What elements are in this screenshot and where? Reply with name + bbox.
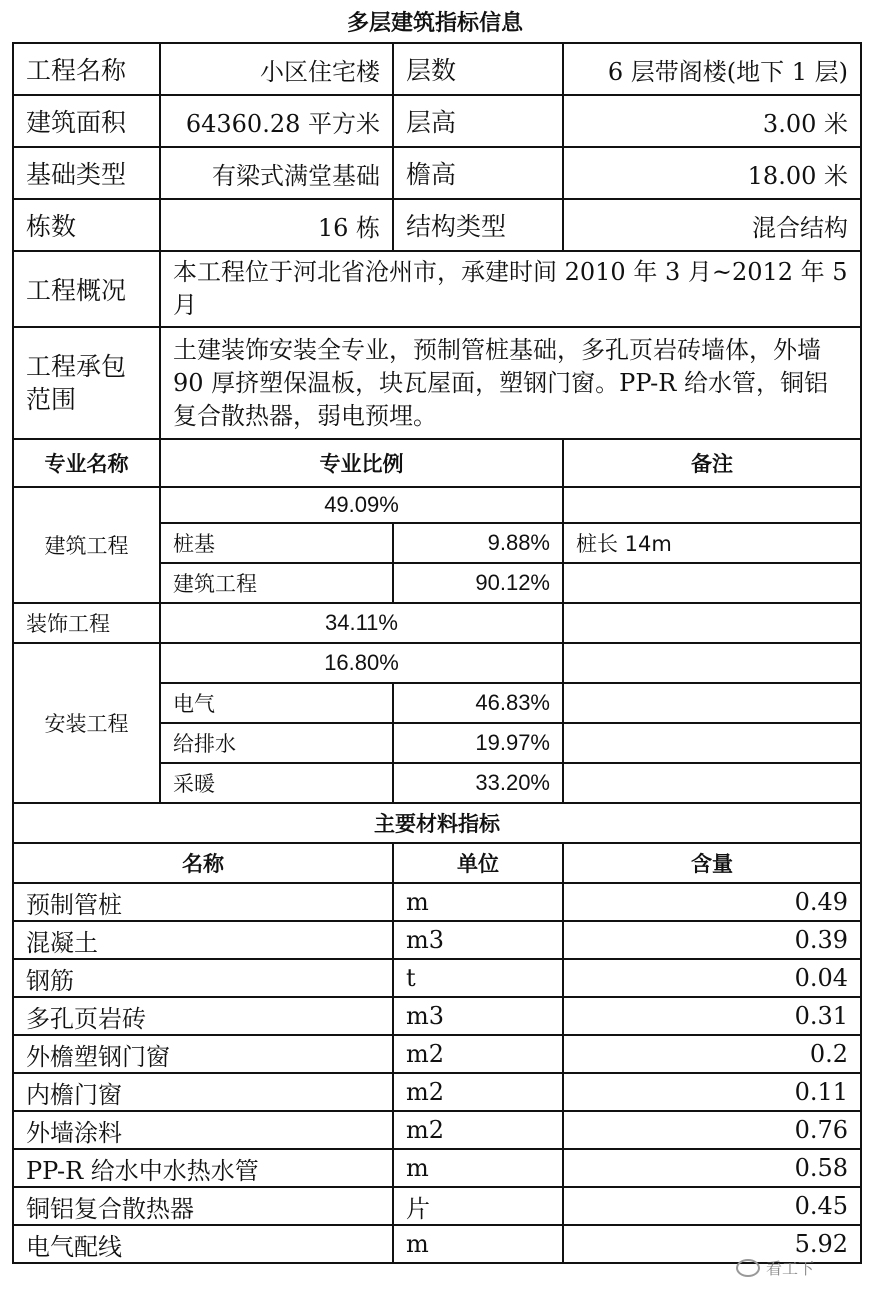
row-building-total <box>13 487 861 523</box>
materials-section-title: 主要材料指标 <box>13 803 861 843</box>
value-project-name: 小区住宅楼 <box>160 43 393 95</box>
material-unit: m3 <box>393 997 563 1035</box>
value-heating: 33.20% <box>393 763 563 803</box>
label-floors: 层数 <box>393 43 563 95</box>
material-qty: 0.45 <box>563 1187 861 1225</box>
table-row <box>13 921 861 959</box>
material-name: 内檐门窗 <box>13 1073 393 1111</box>
row-project-name <box>13 43 861 95</box>
value-overview: 本工程位于河北省沧州市，承建时间 2010 年 3 月~2012 年 5 月 <box>160 251 861 327</box>
header-material-qty: 含量 <box>563 843 861 883</box>
value-decoration: 34.11% <box>160 603 563 643</box>
label-pile: 桩基 <box>160 523 393 563</box>
material-unit: 片 <box>393 1187 563 1225</box>
label-heating: 采暖 <box>160 763 393 803</box>
material-name: 外墙涂料 <box>13 1111 393 1149</box>
value-area: 64360.28 平方米 <box>160 95 393 147</box>
label-area: 建筑面积 <box>13 95 160 147</box>
material-qty: 0.58 <box>563 1149 861 1187</box>
watermark-text: 看工下 <box>766 1259 815 1278</box>
value-building-total: 49.09% <box>160 487 563 523</box>
table-row <box>13 997 861 1035</box>
table-row <box>13 1187 861 1225</box>
material-name: 多孔页岩砖 <box>13 997 393 1035</box>
material-name: 电气配线 <box>13 1225 393 1263</box>
material-name: 钢筋 <box>13 959 393 997</box>
table-row <box>13 1111 861 1149</box>
note-building-sub <box>563 563 861 603</box>
table-row <box>13 1225 861 1263</box>
material-qty: 0.49 <box>563 883 861 921</box>
table-row <box>13 959 861 997</box>
row-buildings <box>13 199 861 251</box>
material-unit: m <box>393 1149 563 1187</box>
label-electric: 电气 <box>160 683 393 723</box>
label-install: 安装工程 <box>13 643 160 803</box>
value-building-sub: 90.12% <box>393 563 563 603</box>
value-floors: 6 层带阁楼(地下 1 层) <box>563 43 861 95</box>
material-name: 混凝土 <box>13 921 393 959</box>
note-electric <box>563 683 861 723</box>
label-foundation: 基础类型 <box>13 147 160 199</box>
value-plumbing: 19.97% <box>393 723 563 763</box>
material-name: 外檐塑钢门窗 <box>13 1035 393 1073</box>
value-scope: 土建装饰安装全专业，预制管桩基础，多孔页岩砖墙体，外墙 90 厚挤塑保温板，块瓦屋面，塑钢门窗。PP-R 给水管，铜铝复合散热器，弱电预埋。 <box>160 327 861 439</box>
value-buildings: 16 栋 <box>160 199 393 251</box>
label-floor-height: 层高 <box>393 95 563 147</box>
material-unit: m <box>393 883 563 921</box>
material-unit: m2 <box>393 1111 563 1149</box>
value-structure: 混合结构 <box>563 199 861 251</box>
header-material-name: 名称 <box>13 843 393 883</box>
row-area <box>13 95 861 147</box>
specialty-header-row <box>13 439 861 487</box>
value-eave-height: 18.00 米 <box>563 147 861 199</box>
label-building: 建筑工程 <box>13 487 160 603</box>
header-specialty-ratio: 专业比例 <box>160 439 563 487</box>
watermark <box>736 1256 814 1279</box>
label-decoration: 装饰工程 <box>13 603 160 643</box>
label-building-sub: 建筑工程 <box>160 563 393 603</box>
label-overview: 工程概况 <box>13 251 160 327</box>
value-electric: 46.83% <box>393 683 563 723</box>
material-name: PP-R 给水中水热水管 <box>13 1149 393 1187</box>
table-row <box>13 1149 861 1187</box>
row-overview <box>13 251 861 327</box>
table-row <box>13 1073 861 1111</box>
note-install-total <box>563 643 861 683</box>
header-specialty-note: 备注 <box>563 439 861 487</box>
material-qty: 0.11 <box>563 1073 861 1111</box>
note-decoration <box>563 603 861 643</box>
material-qty: 0.2 <box>563 1035 861 1073</box>
wechat-icon <box>736 1259 760 1277</box>
value-foundation: 有梁式满堂基础 <box>160 147 393 199</box>
material-qty: 0.76 <box>563 1111 861 1149</box>
row-decoration <box>13 603 861 643</box>
materials-header-row <box>13 843 861 883</box>
note-pile: 桩长 14m <box>563 523 861 563</box>
value-pile: 9.88% <box>393 523 563 563</box>
material-qty: 0.31 <box>563 997 861 1035</box>
row-scope <box>13 327 861 439</box>
material-qty: 0.39 <box>563 921 861 959</box>
header-material-unit: 单位 <box>393 843 563 883</box>
note-heating <box>563 763 861 803</box>
materials-title-row <box>13 803 861 843</box>
label-structure: 结构类型 <box>393 199 563 251</box>
material-unit: m2 <box>393 1073 563 1111</box>
note-plumbing <box>563 723 861 763</box>
row-install-total <box>13 643 861 683</box>
label-scope: 工程承包范围 <box>13 327 160 439</box>
indicator-table <box>12 42 862 1264</box>
material-name: 铜铝复合散热器 <box>13 1187 393 1225</box>
material-qty: 5.92 <box>563 1225 861 1263</box>
material-name: 预制管桩 <box>13 883 393 921</box>
table-row <box>13 883 861 921</box>
table-row <box>13 1035 861 1073</box>
header-specialty-name: 专业名称 <box>13 439 160 487</box>
material-qty: 0.04 <box>563 959 861 997</box>
value-floor-height: 3.00 米 <box>563 95 861 147</box>
material-unit: m <box>393 1225 563 1263</box>
material-unit: m2 <box>393 1035 563 1073</box>
row-foundation <box>13 147 861 199</box>
material-unit: t <box>393 959 563 997</box>
label-buildings: 栋数 <box>13 199 160 251</box>
label-project-name: 工程名称 <box>13 43 160 95</box>
material-unit: m3 <box>393 921 563 959</box>
label-plumbing: 给排水 <box>160 723 393 763</box>
page-title: 多层建筑指标信息 <box>346 11 523 36</box>
note-building-total <box>563 487 861 523</box>
label-eave-height: 檐高 <box>393 147 563 199</box>
value-install-total: 16.80% <box>160 643 563 683</box>
